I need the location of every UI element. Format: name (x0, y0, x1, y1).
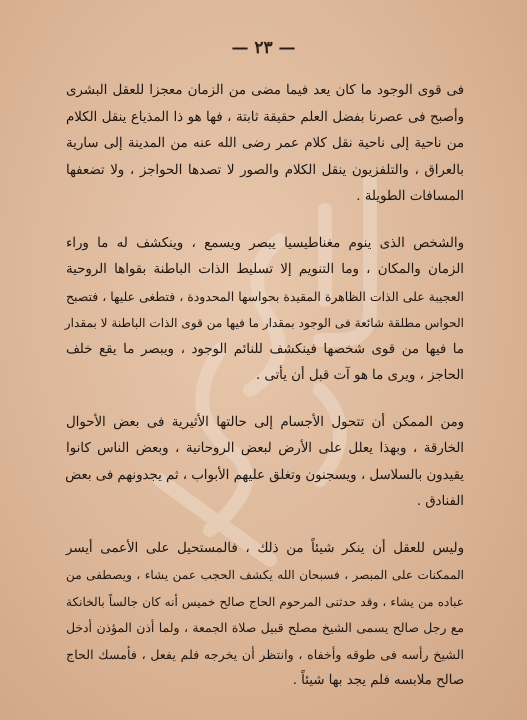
text-line: عباده من يشاء ، وقد حدثنى المرحوم الحاج صالح خميس أنه كان جالساً بالخانكة (66, 594, 464, 609)
text-line: والشخص الذى ينوم مغناطيسيا يبصر ويسمع ، وينكشف له ما وراء (66, 235, 464, 251)
body-text (66, 78, 464, 695)
paragraph-3 (66, 410, 464, 516)
page-number: — ٢٣ — (231, 38, 296, 58)
paragraph-4 (66, 536, 464, 695)
text-line: الزمان والمكان ، وما التنويم إلا تسليط الذات الباطنة بقواها الروحية (66, 262, 464, 277)
text-line: مع رجل صالح يسمى الشيخ مصلح قبيل صلاة الجمعة ، ولما أذن المؤذن أدخل (66, 620, 464, 635)
text-line: الفنادق . (416, 494, 464, 509)
text-line: فى قوى الوجود ما كان يعد فيما مضى من الزمان معجزا للعقل البشرى (66, 83, 464, 98)
text-line: الممكنات على المبصر ، فسبحان الله يكشف الحجب عمن يشاء ، ويصطفى من (66, 568, 464, 582)
text-line: الخارقة ، وبهذا يعلل على الأرض لبعض الروحانية ، وبعض الناس كانوا (66, 441, 464, 456)
text-line: بالعراق ، والتلفزيون ينقل الكلام والصور لا تصدها الحواجز ، ولا تضعفها (66, 162, 464, 178)
text-line: يقيدون بالسلاسل ، ويسجنون وتغلق عليهم الأبواب ، ثم يجدونهم فى بعض (65, 467, 464, 483)
text-line: المسافات الطويلة . (356, 189, 464, 204)
text-line: وليس للعقل أن ينكر شيئاً من ذلك ، فالمستحيل على الأعمى أيسر (66, 540, 464, 556)
text-line: الحواس مطلقة شائعة فى الوجود بمقدار ما فيها من قوى الذات الباطنة لا بمقدار (64, 316, 464, 330)
paragraph-2 (66, 231, 464, 390)
paragraph-1 (66, 78, 464, 211)
text-line: ومن الممكن أن تتحول الأجسام إلى حالتها الأثيرية فى بعض الأحوال (66, 414, 464, 430)
text-line: وأصبح فى عصرنا بفضل العلم حقيقة ثابتة ، فها هو ذا المذياع ينقل الكلام (66, 109, 464, 125)
text-line: الحاجز ، ويرى ما هو آت قبل أن يأتى . (255, 368, 464, 383)
text-line: من ناحية إلى ناحية نقل كلام عمر رضى الله عنه من المدينة إلى سارية (66, 136, 464, 151)
text-line: الشيخ رأسه فى طوقه وأخفاه ، وانتظر أن يخرجه فلم يفعل ، فأمسك الحاج (66, 646, 464, 662)
text-line: العجيبة على الذات الظاهرة المقيدة بحواسها المحدودة ، فتطغى عليها ، فتصبح (66, 288, 464, 304)
text-line: صالح ملابسه فلم يجد بها شيئاً . (292, 673, 464, 688)
text-line: ما فيها من قوى شخصها فينكشف للنائم الوجود ، ويبصر ما يقع خلف (66, 341, 464, 357)
